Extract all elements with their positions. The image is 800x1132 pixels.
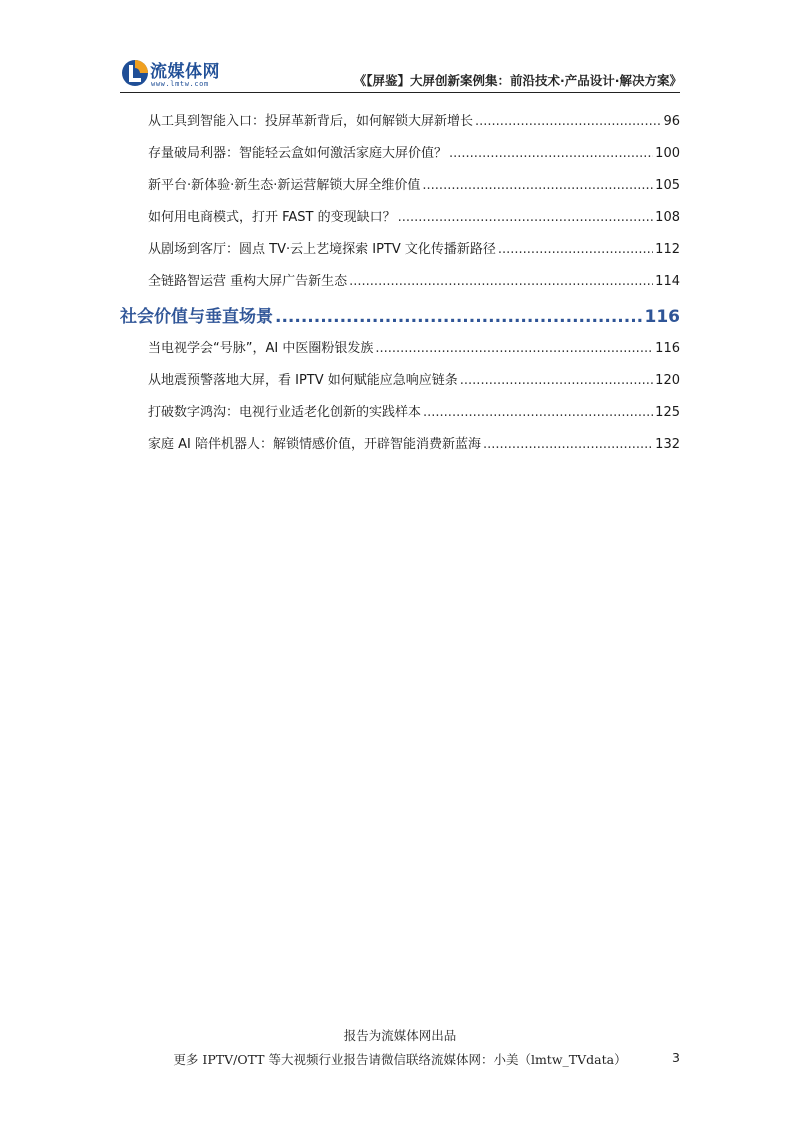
toc-entry-page: 105 [655,178,680,193]
toc-entry[interactable] [120,142,680,161]
document-title: 《【屏鉴】大屏创新案例集：前沿技术·产品设计·解决方案》 [353,73,682,88]
toc-entry-title: 社会价值与垂直场景 [120,307,273,327]
toc-leader-dots [422,178,653,193]
lmtw-logo-icon [120,58,150,88]
logo-name: 流媒体网 [150,62,220,82]
toc-entry-title: 从剧场到客厅：圆点 TV·云上艺境探索 IPTV 文化传播新路径 [148,242,496,257]
toc-entry-title: 全链路智运营 重构大屏广告新生态 [148,274,348,289]
toc-section-entry[interactable] [120,302,680,327]
toc-entry-page: 132 [655,437,680,452]
logo [120,56,260,96]
toc-leader-dots [275,307,643,327]
toc-leader-dots [349,274,653,289]
toc-leader-dots [375,341,653,356]
toc-entry-title: 家庭 AI 陪伴机器人：解锁情感价值，开辟智能消费新蓝海 [148,437,481,452]
toc-entry-page: 116 [655,341,680,356]
toc-entry-title: 存量破局利器：智能轻云盒如何激活家庭大屏价值？ [148,146,448,161]
toc-leader-dots [483,437,653,452]
logo-url: www.lmtw.com [151,80,209,88]
toc-entry-page: 112 [655,242,680,257]
toc-leader-dots [498,242,653,257]
toc-entry-title: 当电视学会“号脉”，AI 中医圈粉银发族 [148,341,374,356]
toc-entry-title: 从地震预警落地大屏，看 IPTV 如何赋能应急响应链条 [148,373,458,388]
toc-entry[interactable] [120,401,680,420]
toc-entry-page: 96 [663,114,680,129]
toc-entry[interactable] [120,270,680,289]
toc-entry[interactable] [120,110,680,129]
toc-entry-title: 从工具到智能入口：投屏革新背后，如何解锁大屏新增长 [148,114,474,129]
toc-entry-page: 108 [655,210,680,225]
toc-entry-page: 114 [655,274,680,289]
toc-entry-title: 如何用电商模式，打开 FAST 的变现缺口？ [148,210,396,225]
toc-entry-page: 125 [655,405,680,420]
toc-entry-title: 新平台·新体验·新生态·新运营解锁大屏全维价值 [148,178,421,193]
toc-entry-page: 116 [644,307,680,327]
toc-entry-title: 打破数字鸿沟：电视行业适老化创新的实践样本 [148,405,422,420]
footer-credit: 报告为流媒体网出品 [343,1028,457,1043]
header-divider [120,92,680,93]
footer-contact: 更多 IPTV/OTT 等大视频行业报告请微信联络流媒体网：小美（lmtw_TVdata） [173,1052,627,1067]
toc-entry[interactable] [120,206,680,225]
toc-entry[interactable] [120,369,680,388]
toc-leader-dots [460,373,653,388]
toc-entry[interactable] [120,238,680,257]
toc-entry[interactable] [120,433,680,452]
toc-leader-dots [423,405,653,420]
toc-leader-dots [398,210,654,225]
page-number: 3 [672,1050,680,1065]
toc-entry-page: 120 [655,373,680,388]
toc-leader-dots [449,146,653,161]
toc-entry[interactable] [120,337,680,356]
toc-entry-page: 100 [655,146,680,161]
toc-leader-dots [475,114,661,129]
toc-entry[interactable] [120,174,680,193]
